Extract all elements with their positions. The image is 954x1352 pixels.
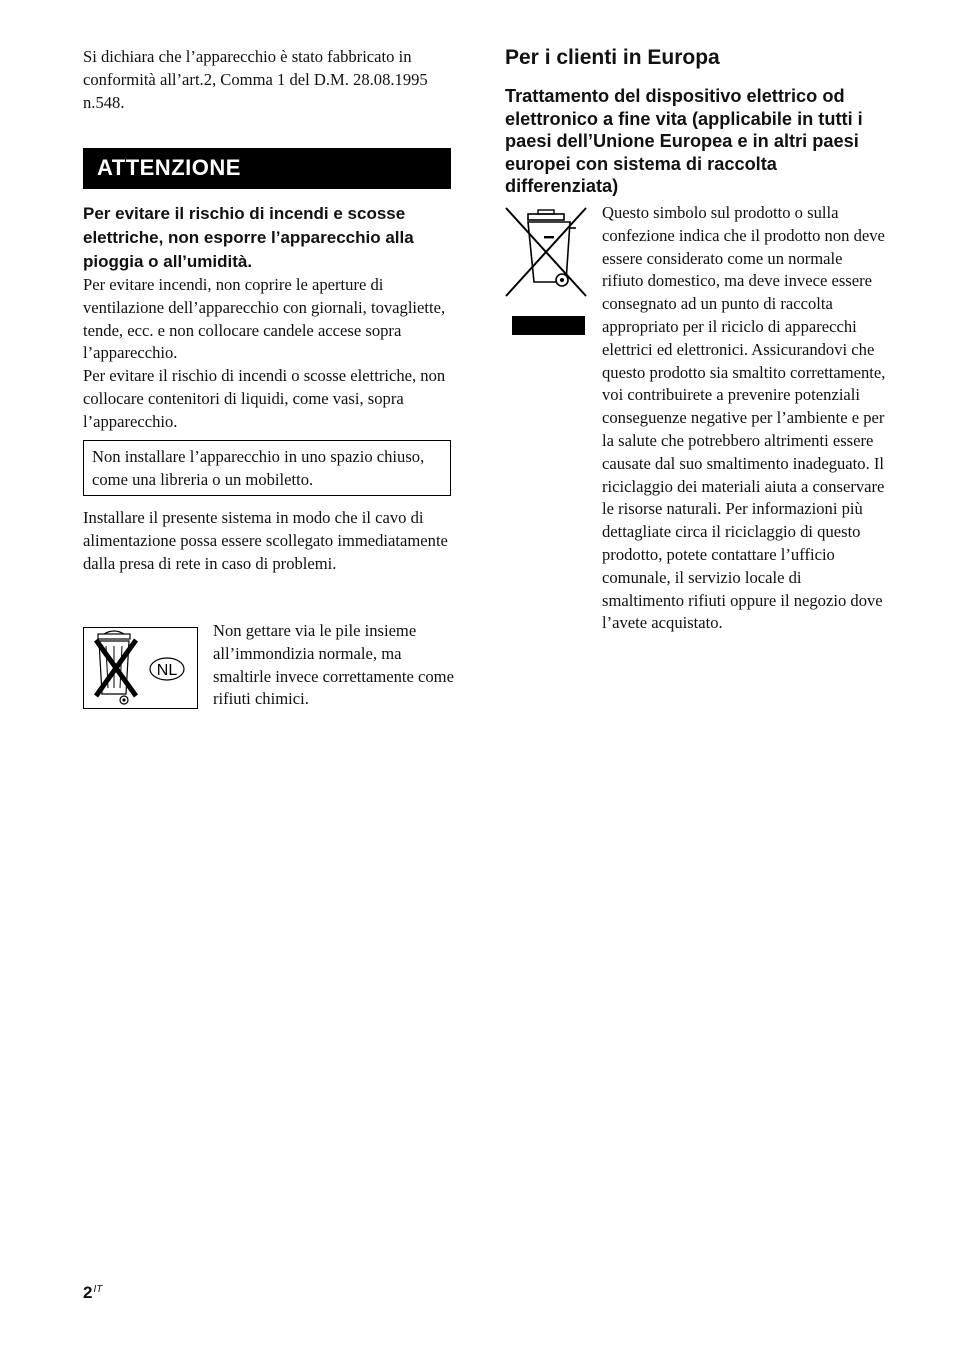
weee-subheading: Trattamento del dispositivo elettrico od elettronico a fine vita (applicabile in tutti i paesi dell’Unione Europea e in altri paesi europei con sistema di raccolta differenziata) — [505, 86, 863, 197]
ventilation-paragraph: Per evitare incendi, non coprire le aperture di ventilazione dell’apparecchio con giornali, tovagliette, tende, ecc. e non collocare candele accese sopra l’apparecchio. — [83, 275, 446, 363]
weee-description: Questo simbolo sul prodotto o sulla confezione indica che il prodotto non deve essere considerato come un normale rifiuto domestico, ma deve invece essere consegnato ad un punto di raccolta appropriato per il riciclo di apparecchi elettrici ed elettronici. Assicurandovi che questo prodotto sia smaltito correttamente, voi contribuirete a prevenire potenziali conseguenze negative per l’ambiente e per la salute che potrebbero altrimenti essere causate dal suo smaltimento inadeguato. Il riciclaggio dei materiali aiuta a conservare le risorse naturali. Per informazioni più dettagliate circa il riciclaggio di questo prodotto, potete contattare l’ufficio comunale, il servizio locale di smaltimento rifiuti oppure il negozio dove l’avete acquistato. — [602, 203, 886, 633]
nl-label: NL — [156, 662, 178, 679]
liquids-paragraph: Per evitare il rischio di incendi o scosse elettriche, non collocare contenitori di liquidi, come vasi, sopra l’apparecchio. — [83, 366, 446, 431]
installation-note-box: Non installare l’apparecchio in uno spazio chiuso, come una libreria o un mobiletto. — [83, 440, 451, 496]
crossed-wheelie-bin-icon — [504, 206, 588, 336]
warning-heading: Per evitare il rischio di incendi e scosse elettriche, non esporre l’apparecchio alla pioggia o all’umidità. — [83, 204, 414, 271]
crossed-bin-nl-icon — [84, 628, 197, 708]
power-cord-paragraph: Installare il presente sistema in modo che il cavo di alimentazione possa essere scollegato immediatamente dalla presa di rete in caso di problemi. — [83, 508, 448, 573]
attenzione-banner: ATTENZIONE — [83, 148, 451, 189]
battery-disposal-text: Non gettare via le pile insieme all’immondizia normale, ma smaltirle invece correttamente come rifiuti chimici. — [213, 621, 454, 709]
page-number — [83, 1283, 102, 1303]
battery-disposal-symbol — [83, 627, 198, 709]
conformity-statement: Si dichiara che l’apparecchio è stato fabbricato in conformità all’art.2, Comma 1 del D.M. 28.08.1995 n.548. — [83, 47, 428, 112]
weee-symbol — [504, 206, 588, 336]
page-language-suffix: IT — [93, 1284, 103, 1295]
europe-heading: Per i clienti in Europa — [505, 46, 720, 69]
page-number-value: 2 — [83, 1283, 93, 1302]
